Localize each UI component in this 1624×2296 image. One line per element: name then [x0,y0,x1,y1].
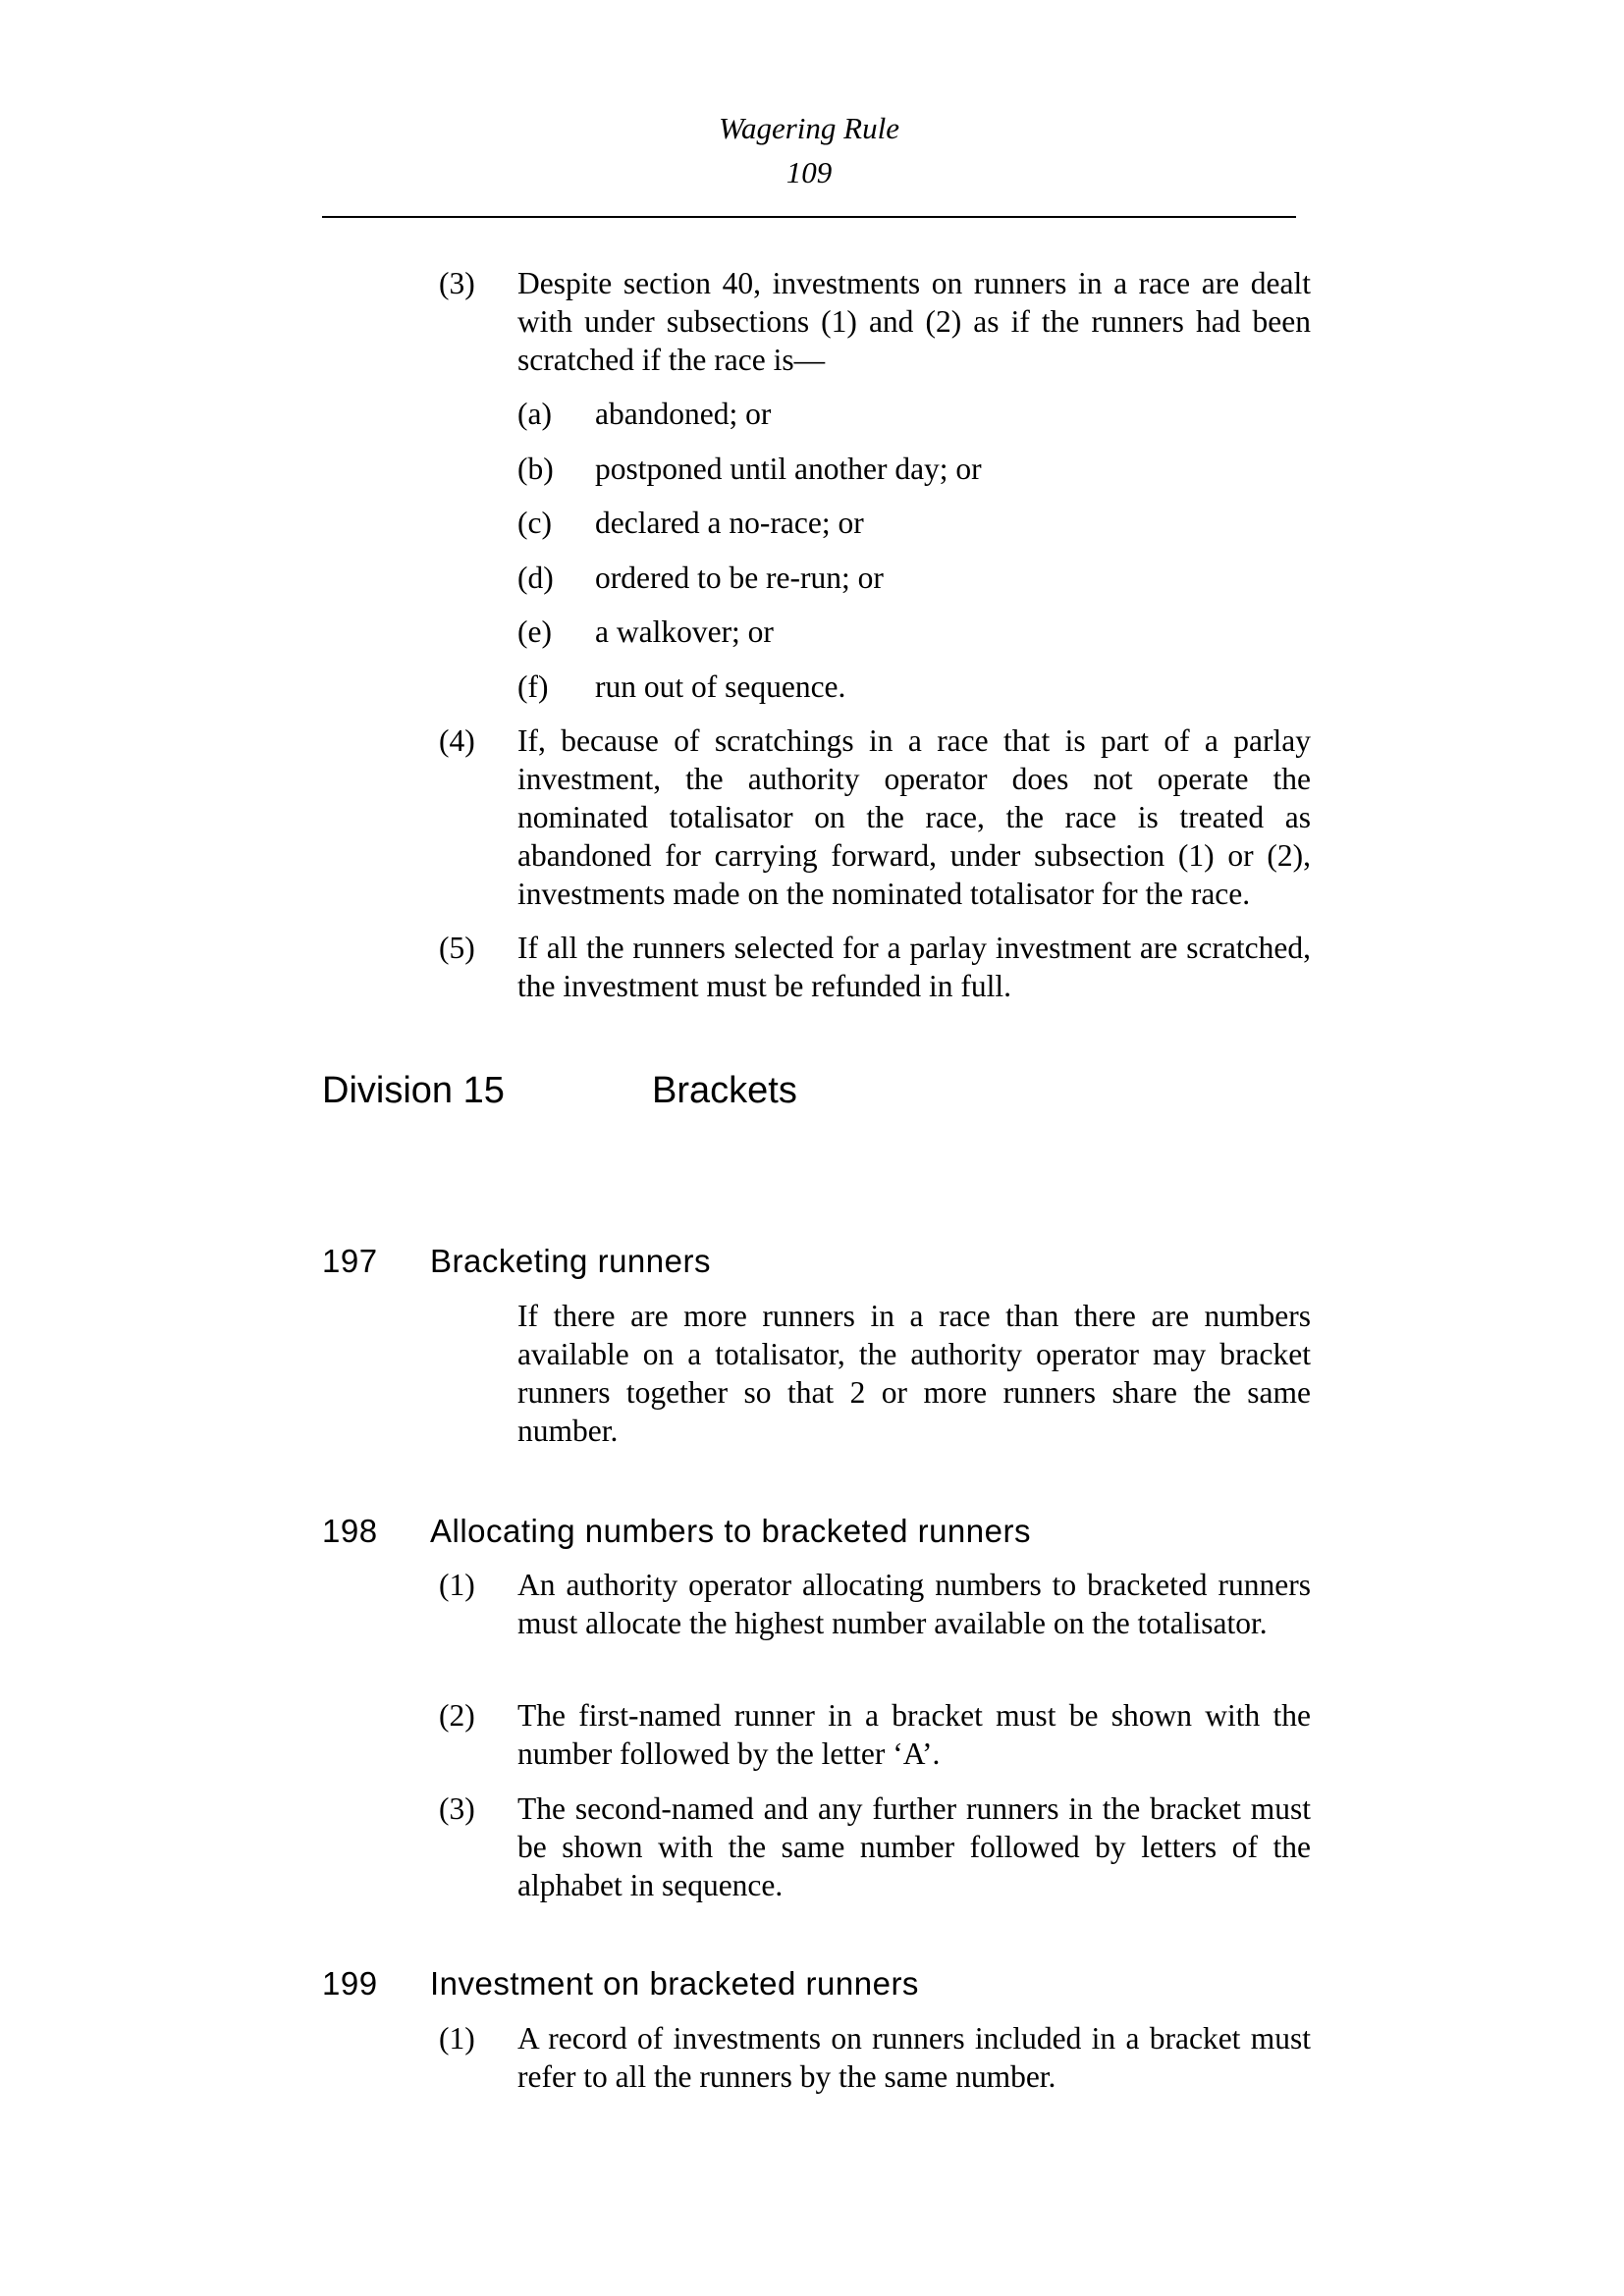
subsection-number-198-1: (1) [439,1568,475,1602]
item-text-e: a walkover; or [595,614,774,649]
item-letter-b: (b) [517,452,554,486]
subsection-text-5: If all the runners selected for a parlay investment are scratched, the investment must be refunded in full. [517,931,1311,1003]
subsection-text-4: If, because of scratchings in a race that is part of a parlay investment, the authority operator does not operate the nominated totalisator on the race, the race is treated as abandoned for carrying forward, under subsection (1) or (2), investments made on the nominated totalisator for the race. [517,723,1311,911]
section-title: Bracketing runners [430,1243,711,1279]
division-number: Division 15 [322,1070,505,1111]
subsection-number-199-1: (1) [439,2021,475,2056]
section-number: 197 [322,1243,378,1279]
section-text-197: If there are more runners in a race than there are numbers available on a totalisator, the authority operator may bracket runners together so that 2 or more runners share the same number. [517,1299,1311,1448]
item-letter-d: (d) [517,561,554,595]
subsection-text-198-3: The second-named and any further runners in the bracket must be shown with the same number followed by letters of the alphabet in sequence. [517,1791,1311,1902]
item-letter-a: (a) [517,397,552,431]
item-text-b: postponed until another day; or [595,452,982,486]
header-rule [322,216,1296,218]
running-header-title: Wagering Rule [719,111,899,145]
subsection-number-198-2: (2) [439,1698,475,1733]
subsection-text-198-1: An authority operator allocating numbers to bracketed runners must allocate the highest number available on the totalisator. [517,1568,1311,1640]
division-title: Brackets [652,1070,797,1111]
item-text-a: abandoned; or [595,397,772,431]
section-number: 199 [322,1965,378,2002]
subsection-text-199-1: A record of investments on runners included in a bracket must refer to all the runners by the same number. [517,2021,1311,2094]
section-number: 198 [322,1513,378,1549]
item-letter-f: (f) [517,669,549,704]
item-letter-e: (e) [517,614,552,649]
subsection-text-198-2: The first-named runner in a bracket must be shown with the number followed by the letter ‘A’. [517,1698,1311,1771]
subsection-number-5: (5) [439,931,475,965]
subsection-number-198-3: (3) [439,1791,475,1826]
item-text-f: run out of sequence. [595,669,846,704]
subsection-text-3: Despite section 40, investments on runners in a race are dealt with under subsections (1) and (2) as if the runners had been scratched if the race is— [517,266,1311,377]
subsection-number-4: (4) [439,723,475,758]
page-number: 109 [785,155,833,189]
section-title: Allocating numbers to bracketed runners [430,1513,1031,1549]
item-letter-c: (c) [517,506,552,540]
section-title: Investment on bracketed runners [430,1965,919,2002]
subsection-number-3: (3) [439,266,475,300]
item-text-c: declared a no-race; or [595,506,864,540]
running-header [322,106,1296,194]
item-text-d: ordered to be re-run; or [595,561,884,595]
